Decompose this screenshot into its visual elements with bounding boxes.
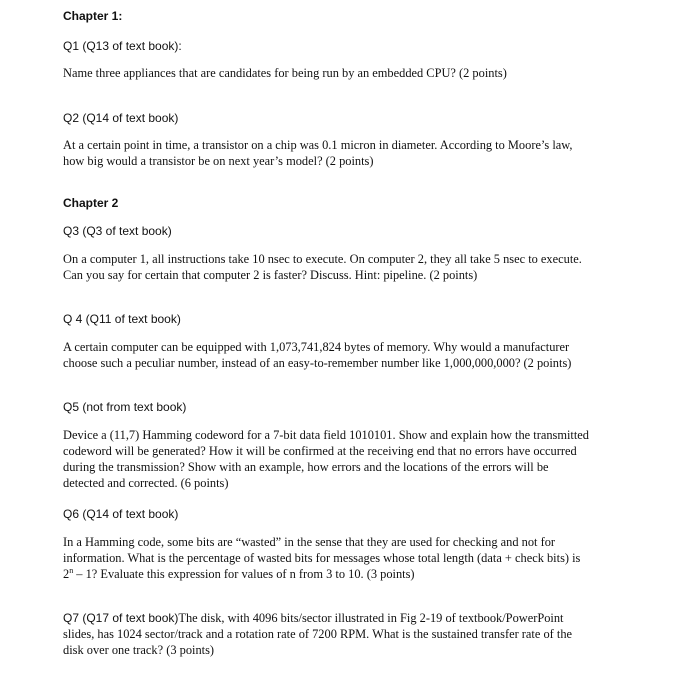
q1-heading: Q1 (Q13 of text book): — [63, 39, 182, 53]
q6-text — [63, 534, 653, 582]
chapter-2-title: Chapter 2 — [63, 196, 119, 210]
q4-text — [63, 339, 653, 371]
q6-line-3 — [63, 566, 653, 582]
q3-text — [63, 251, 653, 283]
q5-text — [63, 427, 653, 491]
q7-line-2: slides, has 1024 sector/track and a rotation rate of 7200 RPM. What is the sustained transfer rate of the — [63, 627, 573, 641]
q6-line-2: information. What is the percentage of wasted bits for messages whose total length (data + check bits) is — [63, 551, 581, 565]
q2-heading: Q2 (Q14 of text book) — [63, 111, 179, 125]
q5-line-4: detected and corrected. (6 points) — [63, 476, 229, 490]
q7-line-1 — [63, 610, 653, 626]
chapter-1-title: Chapter 1: — [63, 9, 123, 23]
q4-line-1: A certain computer can be equipped with 1,073,741,824 bytes of memory. Why would a manufacturer — [63, 340, 570, 354]
q6-line-3-rest: – 1? Evaluate this expression for values of n from 3 to 10. (3 points) — [73, 567, 415, 581]
q7-heading: Q7 (Q17 of text book) — [63, 611, 179, 625]
q3-line-1: On a computer 1, all instructions take 10 nsec to execute. On computer 2, they all take 5 nsec to execute. — [63, 252, 582, 266]
q3-heading: Q3 (Q3 of text book) — [63, 224, 172, 238]
q7-line-1-rest: The disk, with 4096 bits/sector illustrated in Fig 2-19 of textbook/PowerPoint — [178, 611, 564, 625]
q6-line-1: In a Hamming code, some bits are “wasted” in the sense that they are used for checking and not for — [63, 535, 556, 549]
q6-power-exponent: n — [69, 565, 74, 575]
q6-power-base: 2 — [63, 567, 70, 581]
q5-line-2: codeword will be generated? How it will be confirmed at the receiving end that no errors have occurred — [63, 444, 577, 458]
q7-text — [63, 610, 653, 658]
q1-text — [63, 65, 653, 81]
q2-text — [63, 137, 653, 169]
q2-line-2: how big would a transistor be on next year’s model? (2 points) — [63, 154, 374, 168]
q5-heading: Q5 (not from text book) — [63, 400, 187, 414]
q5-line-1: Device a (11,7) Hamming codeword for a 7-bit data field 1010101. Show and explain how the transmitted — [63, 428, 590, 442]
q4-line-2: choose such a peculiar number, instead of an easy-to-remember number like 1,000,000,000? (2 points) — [63, 356, 572, 370]
q6-heading: Q6 (Q14 of text book) — [63, 507, 179, 521]
q5-line-3: during the transmission? Show with an example, how errors and the locations of the errors will be — [63, 460, 549, 474]
q2-line-1: At a certain point in time, a transistor on a chip was 0.1 micron in diameter. According to Moore’s law, — [63, 138, 573, 152]
q1-line-1: Name three appliances that are candidates for being run by an embedded CPU? (2 points) — [63, 66, 507, 80]
q3-line-2: Can you say for certain that computer 2 is faster? Discuss. Hint: pipeline. (2 points) — [63, 268, 478, 282]
q7-line-3: disk over one track? (3 points) — [63, 643, 215, 657]
q4-heading: Q 4 (Q11 of text book) — [63, 312, 181, 326]
